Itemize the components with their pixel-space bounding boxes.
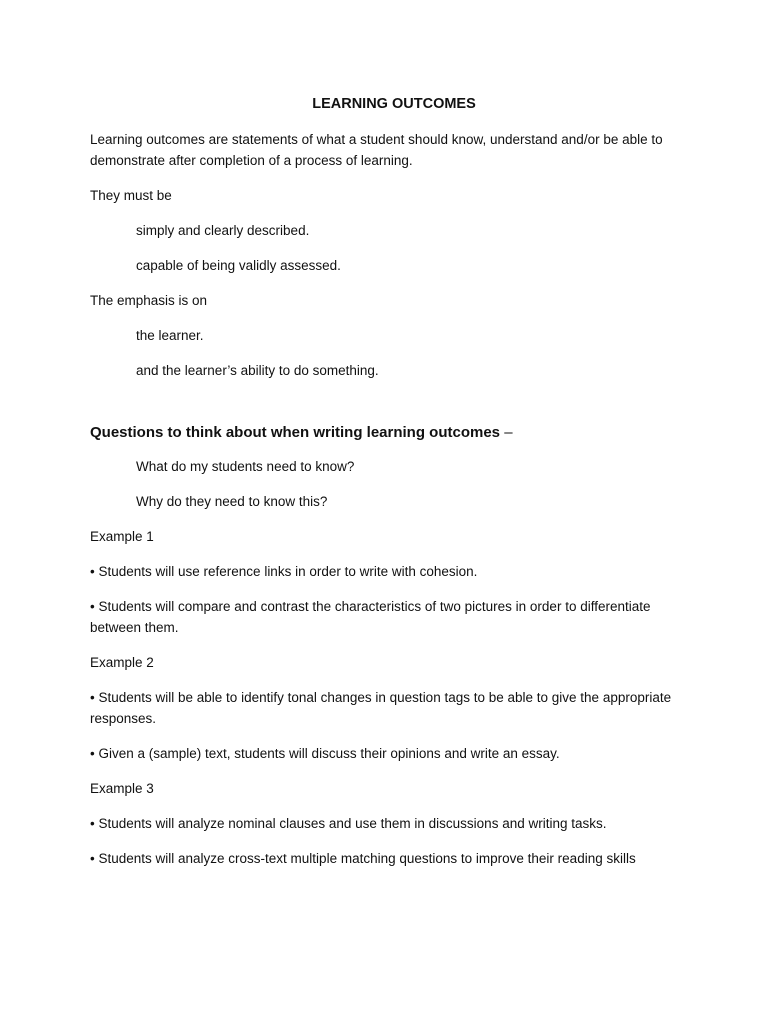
example-bullet: • Given a (sample) text, students will discuss their opinions and write an essay. [90, 746, 560, 761]
example-label: Example 3 [90, 781, 154, 796]
questions-heading-text: Questions to think about when writing learning outcomes [90, 424, 501, 441]
emphasis-item: and the learner’s ability to do something. [136, 363, 379, 378]
example-bullet: • Students will use reference links in order to write with cohesion. [90, 564, 478, 579]
must-be-label: They must be [90, 188, 172, 203]
must-be-item: capable of being validly assessed. [136, 258, 341, 273]
emphasis-item: the learner. [136, 328, 204, 343]
questions-heading [90, 422, 680, 443]
example-label: Example 2 [90, 655, 154, 670]
question-item: Why do they need to know this? [136, 494, 328, 509]
example-label: Example 1 [90, 529, 154, 544]
example-bullet: • Students will be able to identify tonal changes in question tags to be able to give the appropriate responses. [90, 690, 672, 726]
example-bullet: • Students will analyze nominal clauses and use them in discussions and writing tasks. [90, 816, 607, 831]
intro-paragraph: Learning outcomes are statements of what a student should know, understand and/or be able to demonstrate after completion of a process of learning. [90, 132, 663, 168]
questions-heading-dash: – [504, 424, 513, 441]
question-item: What do my students need to know? [136, 459, 355, 474]
example-bullet: • Students will compare and contrast the characteristics of two pictures in order to differentiate between them. [90, 599, 651, 635]
must-be-item: simply and clearly described. [136, 223, 310, 238]
emphasis-label: The emphasis is on [90, 293, 208, 308]
page-title: LEARNING OUTCOMES [312, 96, 476, 112]
example-bullet: • Students will analyze cross-text multiple matching questions to improve their reading skills [90, 851, 636, 866]
